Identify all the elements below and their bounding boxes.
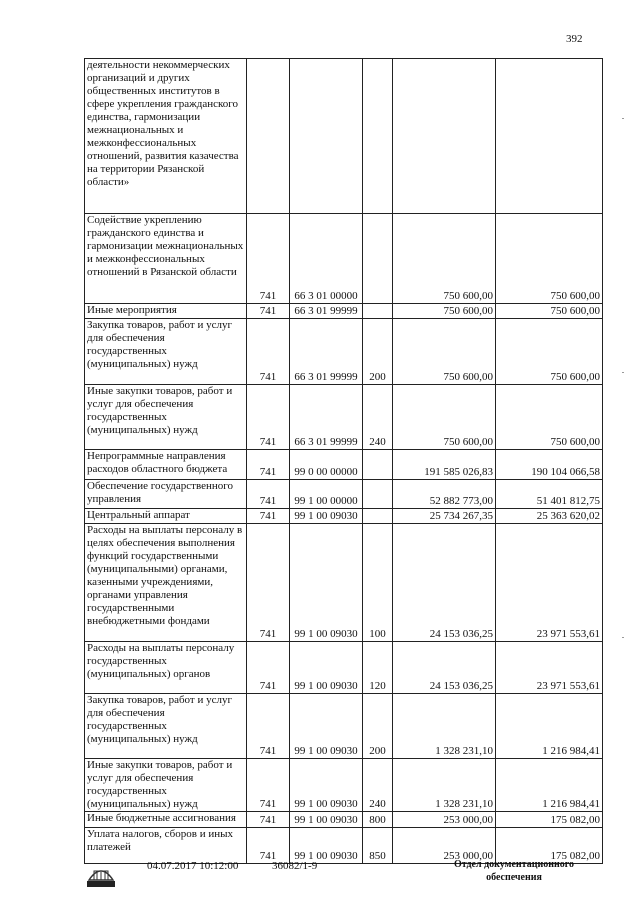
row-name: деятельности некоммерческих организаций и других общественных институтов в сфере укрепления гражданского единства, гармонизации межнациональных и межконфессиональных отношений, развития казачества на территории Рязанской области» <box>85 59 247 214</box>
row-target-code: 99 1 00 09030 <box>290 524 363 642</box>
budget-table <box>84 58 603 864</box>
row-amount-2019: 750 600,00 <box>496 319 603 385</box>
row-department: 741 <box>247 759 290 812</box>
row-amount-2019 <box>496 59 603 214</box>
page-number: 392 <box>566 33 583 45</box>
row-amount-2019: 750 600,00 <box>496 385 603 450</box>
row-name: Центральный аппарат <box>85 509 247 524</box>
row-target-code: 99 1 00 00000 <box>290 480 363 509</box>
row-department: 741 <box>247 642 290 694</box>
row-name: Непрограммные направления расходов областного бюджета <box>85 450 247 480</box>
table-row <box>85 642 603 694</box>
table-row <box>85 509 603 524</box>
table-row <box>85 319 603 385</box>
row-amount-2018 <box>393 59 496 214</box>
row-department: 741 <box>247 450 290 480</box>
table-row <box>85 450 603 480</box>
row-department: 741 <box>247 524 290 642</box>
row-amount-2019: 23 971 553,61 <box>496 642 603 694</box>
row-department: 741 <box>247 214 290 304</box>
row-amount-2019: 25 363 620,02 <box>496 509 603 524</box>
footer-dept-line2: обеспечения <box>486 872 542 883</box>
row-name: Расходы на выплаты персоналу государственных (муниципальных) органов <box>85 642 247 694</box>
footer-dept-line1: Отдел документационного <box>453 859 575 870</box>
row-amount-2018: 750 600,00 <box>393 319 496 385</box>
row-department: 741 <box>247 812 290 828</box>
row-expense-type: 240 <box>363 759 393 812</box>
row-amount-2019: 750 600,00 <box>496 304 603 319</box>
table-row <box>85 214 603 304</box>
row-department <box>247 59 290 214</box>
margin-mark <box>622 637 624 638</box>
row-name: Иные закупки товаров, работ и услуг для обеспечения государственных (муниципальных) нужд <box>85 759 247 812</box>
row-amount-2018: 750 600,00 <box>393 214 496 304</box>
row-name: Закупка товаров, работ и услуг для обеспечения государственных (муниципальных) нужд <box>85 694 247 759</box>
footer-department <box>434 858 594 884</box>
row-amount-2018: 750 600,00 <box>393 304 496 319</box>
row-target-code: 99 1 00 09030 <box>290 828 363 864</box>
table-row <box>85 304 603 319</box>
row-expense-type: 100 <box>363 524 393 642</box>
row-department: 741 <box>247 828 290 864</box>
row-name: Иные мероприятия <box>85 304 247 319</box>
row-amount-2018: 52 882 773,00 <box>393 480 496 509</box>
row-amount-2019: 190 104 066,58 <box>496 450 603 480</box>
row-expense-type: 240 <box>363 385 393 450</box>
row-target-code: 99 0 00 00000 <box>290 450 363 480</box>
row-amount-2018: 24 153 036,25 <box>393 524 496 642</box>
row-target-code <box>290 59 363 214</box>
row-target-code: 99 1 00 09030 <box>290 642 363 694</box>
row-department: 741 <box>247 694 290 759</box>
footer-doc-number: 36082/1-9 <box>272 860 318 872</box>
row-expense-type: 800 <box>363 812 393 828</box>
row-expense-type <box>363 509 393 524</box>
row-amount-2019: 23 971 553,61 <box>496 524 603 642</box>
table-row <box>85 524 603 642</box>
row-expense-type: 200 <box>363 319 393 385</box>
row-expense-type <box>363 304 393 319</box>
row-name: Содействие укреплению гражданского единства и гармонизации межнациональных и межконфессиональных отношений в Рязанской области <box>85 214 247 304</box>
row-amount-2019: 175 082,00 <box>496 812 603 828</box>
table-row <box>85 385 603 450</box>
row-target-code: 66 3 01 00000 <box>290 214 363 304</box>
row-department: 741 <box>247 509 290 524</box>
row-amount-2019: 175 082,00 <box>496 828 603 864</box>
row-department: 741 <box>247 385 290 450</box>
row-name: Закупка товаров, работ и услуг для обеспечения государственных (муниципальных) нужд <box>85 319 247 385</box>
row-amount-2018: 750 600,00 <box>393 385 496 450</box>
row-department: 741 <box>247 304 290 319</box>
row-name: Иные бюджетные ассигнования <box>85 812 247 828</box>
row-target-code: 99 1 00 09030 <box>290 759 363 812</box>
row-target-code: 66 3 01 99999 <box>290 304 363 319</box>
row-amount-2018: 24 153 036,25 <box>393 642 496 694</box>
row-expense-type <box>363 480 393 509</box>
table-row <box>85 694 603 759</box>
footer-datetime: 04.07.2017 10:12:00 <box>147 860 239 872</box>
margin-mark <box>622 118 624 119</box>
row-expense-type <box>363 214 393 304</box>
table-row <box>85 59 603 214</box>
row-amount-2018: 253 000,00 <box>393 812 496 828</box>
margin-mark <box>622 372 624 373</box>
row-amount-2018: 191 585 026,83 <box>393 450 496 480</box>
row-target-code: 99 1 00 09030 <box>290 694 363 759</box>
row-name: Расходы на выплаты персоналу в целях обеспечения выполнения функций государственными (муниципальными) органами, казенными учреждениями, органами управления государственными внебюджетными фондами <box>85 524 247 642</box>
row-target-code: 66 3 01 99999 <box>290 319 363 385</box>
row-department: 741 <box>247 319 290 385</box>
row-amount-2019: 51 401 812,75 <box>496 480 603 509</box>
row-amount-2019: 750 600,00 <box>496 214 603 304</box>
duma-logo <box>84 858 118 895</box>
row-name: Обеспечение государственного управления <box>85 480 247 509</box>
row-target-code: 99 1 00 09030 <box>290 509 363 524</box>
table-row <box>85 812 603 828</box>
row-expense-type <box>363 450 393 480</box>
row-expense-type: 850 <box>363 828 393 864</box>
table-row <box>85 759 603 812</box>
row-expense-type <box>363 59 393 214</box>
row-amount-2019: 1 216 984,41 <box>496 759 603 812</box>
row-name: Иные закупки товаров, работ и услуг для обеспечения государственных (муниципальных) нужд <box>85 385 247 450</box>
row-expense-type: 120 <box>363 642 393 694</box>
row-department: 741 <box>247 480 290 509</box>
row-amount-2018: 1 328 231,10 <box>393 759 496 812</box>
row-name: Уплата налогов, сборов и иных платежей <box>85 828 247 864</box>
row-expense-type: 200 <box>363 694 393 759</box>
row-amount-2018: 253 000,00 <box>393 828 496 864</box>
row-amount-2018: 25 734 267,35 <box>393 509 496 524</box>
row-amount-2019: 1 216 984,41 <box>496 694 603 759</box>
table-row <box>85 480 603 509</box>
row-amount-2018: 1 328 231,10 <box>393 694 496 759</box>
row-target-code: 99 1 00 09030 <box>290 812 363 828</box>
row-target-code: 66 3 01 99999 <box>290 385 363 450</box>
